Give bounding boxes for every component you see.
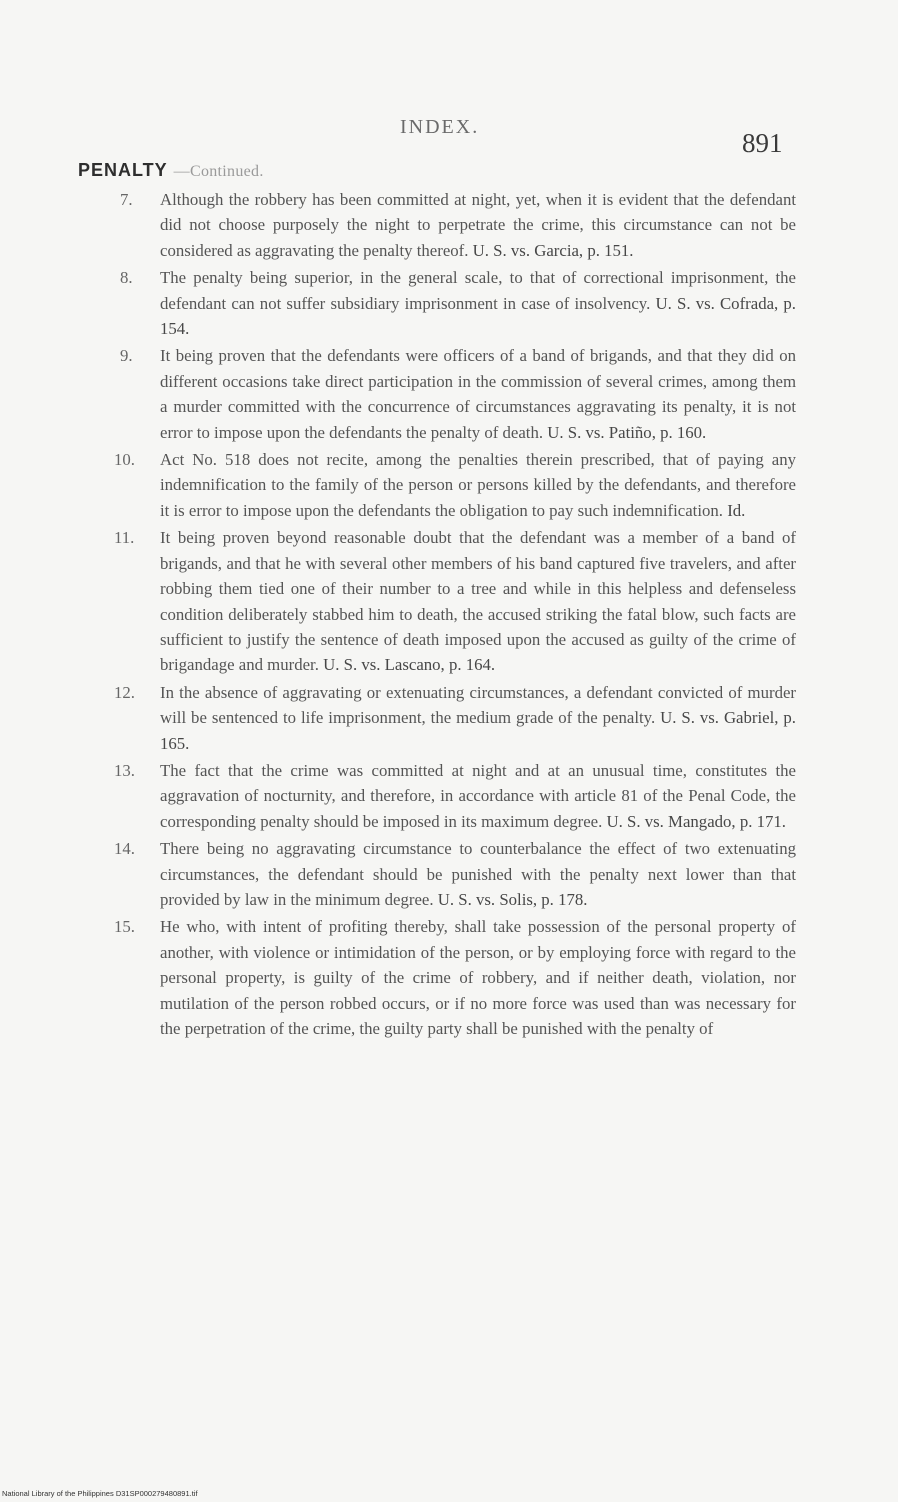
index-entry <box>114 447 796 523</box>
index-entry <box>114 758 796 834</box>
entry-citation: U. S. vs. Mangado, p. 171. <box>606 811 786 831</box>
section-title: PENALTY <box>78 160 168 180</box>
section-heading <box>78 160 264 181</box>
entry-citation: Id. <box>727 500 746 520</box>
index-entries <box>114 187 796 1043</box>
index-entry <box>114 525 796 677</box>
entry-number: 7. <box>120 190 133 209</box>
running-head: INDEX. <box>400 116 480 138</box>
entry-citation: U. S. vs. Garcia, p. 151. <box>472 240 634 260</box>
entry-text: Act No. 518 does not recite, among the penalties therein prescribed, that of paying any indemnification to the family of the person or persons killed by the defendants, and therefore it is error to impose upon the defendants the obligation to pay such indemnification. <box>160 450 796 520</box>
index-entry <box>114 914 796 1041</box>
entry-number: 15. <box>114 917 135 937</box>
entry-citation: U. S. vs. Solis, p. 178. <box>437 889 588 909</box>
entry-number: 11. <box>114 528 135 548</box>
entry-number: 9. <box>120 346 133 366</box>
entry-citation: U. S. vs. Patiño, p. 160. <box>547 422 707 442</box>
entry-number: 8. <box>120 268 133 288</box>
page-number: 891 <box>742 128 783 158</box>
entry-text: The penalty being superior, in the general scale, to that of correctional imprisonment, the defendant can not suffer subsidiary imprisonment in case of insolvency. <box>160 268 796 313</box>
entry-text: Although the robbery has been committed at night, yet, when it is evident that the defendant did not choose purposely the night to perpetrate the crime, this circumstance can not be considered as aggravating the penalty thereof. <box>160 190 796 260</box>
index-entry <box>114 343 796 445</box>
entry-citation: U. S. vs. Cofrada, p. 154. <box>160 293 796 339</box>
entry-text: The fact that the crime was committed at night and at an unusual time, constitutes the aggravation of nocturnity, and therefore, in accordance with article 81 of the Penal Code, the corresponding penalty should be imposed in its maximum degree. <box>160 760 796 831</box>
entry-number: 10. <box>114 450 135 470</box>
index-entry <box>114 187 796 263</box>
entry-text: He who, with intent of profiting thereby, shall take possession of the personal property of another, with violence or intimidation of the person, or by employing force with regard to the personal property, is guilty of the crime of robbery, and if neither death, violation, nor mutilation of the person robbed occurs, or if no more force was used than was necessary for the perpetration of the crime, the guilty party shall be punished with the penalty of <box>160 917 796 1038</box>
entry-citation: U. S. vs. Lascano, p. 164. <box>323 655 496 675</box>
index-entry <box>114 265 796 341</box>
entry-number: 13. <box>114 760 135 780</box>
entry-text: In the absence of aggravating or extenuating circumstances, a defendant convicted of murder will be sentenced to life imprisonment, the medium grade of the penalty. <box>160 682 796 728</box>
entry-text: There being no aggravating circumstance to counterbalance the effect of two extenuating circumstances, the defendant should be punished with the penalty next lower than that provided by law in the minimum degree. <box>160 839 796 909</box>
index-entry <box>114 836 796 912</box>
entry-number: 14. <box>114 839 135 859</box>
scan-credit: National Library of the Philippines D31SP000279480891.tif <box>2 1489 198 1498</box>
index-entry <box>114 680 796 756</box>
entry-citation: U. S. vs. Gabriel, p. 165. <box>160 708 796 753</box>
section-continued: —Continued. <box>173 163 264 180</box>
entry-number: 12. <box>114 682 135 702</box>
entry-text: It being proven beyond reasonable doubt that the defendant was a member of a band of brigands, and that he with several other members of his band captured five travelers, and after robbing them tied one of their number to a tree and while in this helpless and defenseless condition deliberately stabbed him to death, the accused striking the fatal blow, such facts are sufficient to justify the sentence of death imposed upon the accused as guilty of the crime of brigandage and murder. <box>160 528 796 675</box>
entry-text: It being proven that the defendants were officers of a band of brigands, and that they did on different occasions take direct participation in the commission of several crimes, among them a murder committed with the concurrence of circumstances aggravating its penalty, it is not error to impose upon the defendants the penalty of death. <box>160 346 796 442</box>
